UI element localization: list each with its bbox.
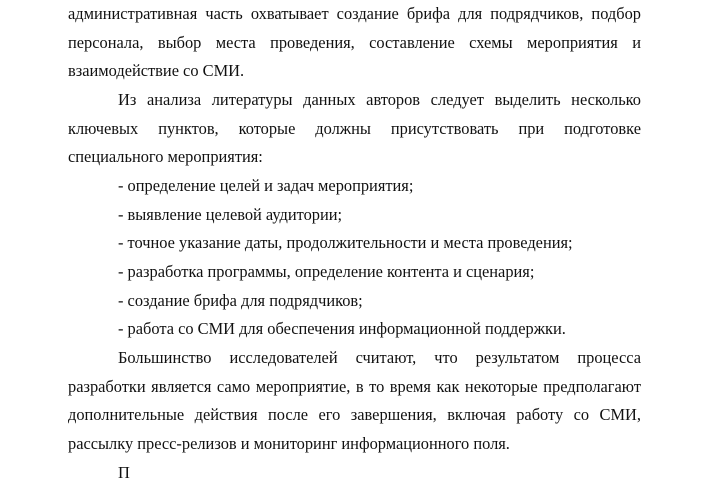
list-item: - определение целей и задач мероприятия; bbox=[68, 172, 641, 201]
paragraph-literature-analysis: Из анализа литературы данных авторов следует выделить несколько ключевых пунктов, которые должны присутствовать при подготовке специального мероприятия: bbox=[68, 86, 641, 172]
list-item: - выявление целевой аудитории; bbox=[68, 201, 641, 230]
key-points-list bbox=[68, 172, 641, 344]
list-item: - точное указание даты, продолжительности и места проведения; bbox=[68, 229, 641, 258]
list-item: - создание брифа для подрядчиков; bbox=[68, 287, 641, 316]
paragraph-administrative-part: административная часть охватывает создание брифа для подрядчиков, подбор персонала, выбор места проведения, составление схемы мероприятия и взаимодействие со СМИ. bbox=[68, 0, 641, 86]
paragraph-next-truncated: П bbox=[68, 459, 641, 487]
list-item: - работа со СМИ для обеспечения информационной поддержки. bbox=[68, 315, 641, 344]
document-page bbox=[68, 0, 641, 487]
paragraph-researchers-opinion: Большинство исследователей считают, что результатом процесса разработки является само мероприятие, в то время как некоторые предполагают дополнительные действия после его завершения, включая работу со СМИ, рассылку пресс-релизов и мониторинг информационного поля. bbox=[68, 344, 641, 459]
list-item: - разработка программы, определение контента и сценария; bbox=[68, 258, 641, 287]
